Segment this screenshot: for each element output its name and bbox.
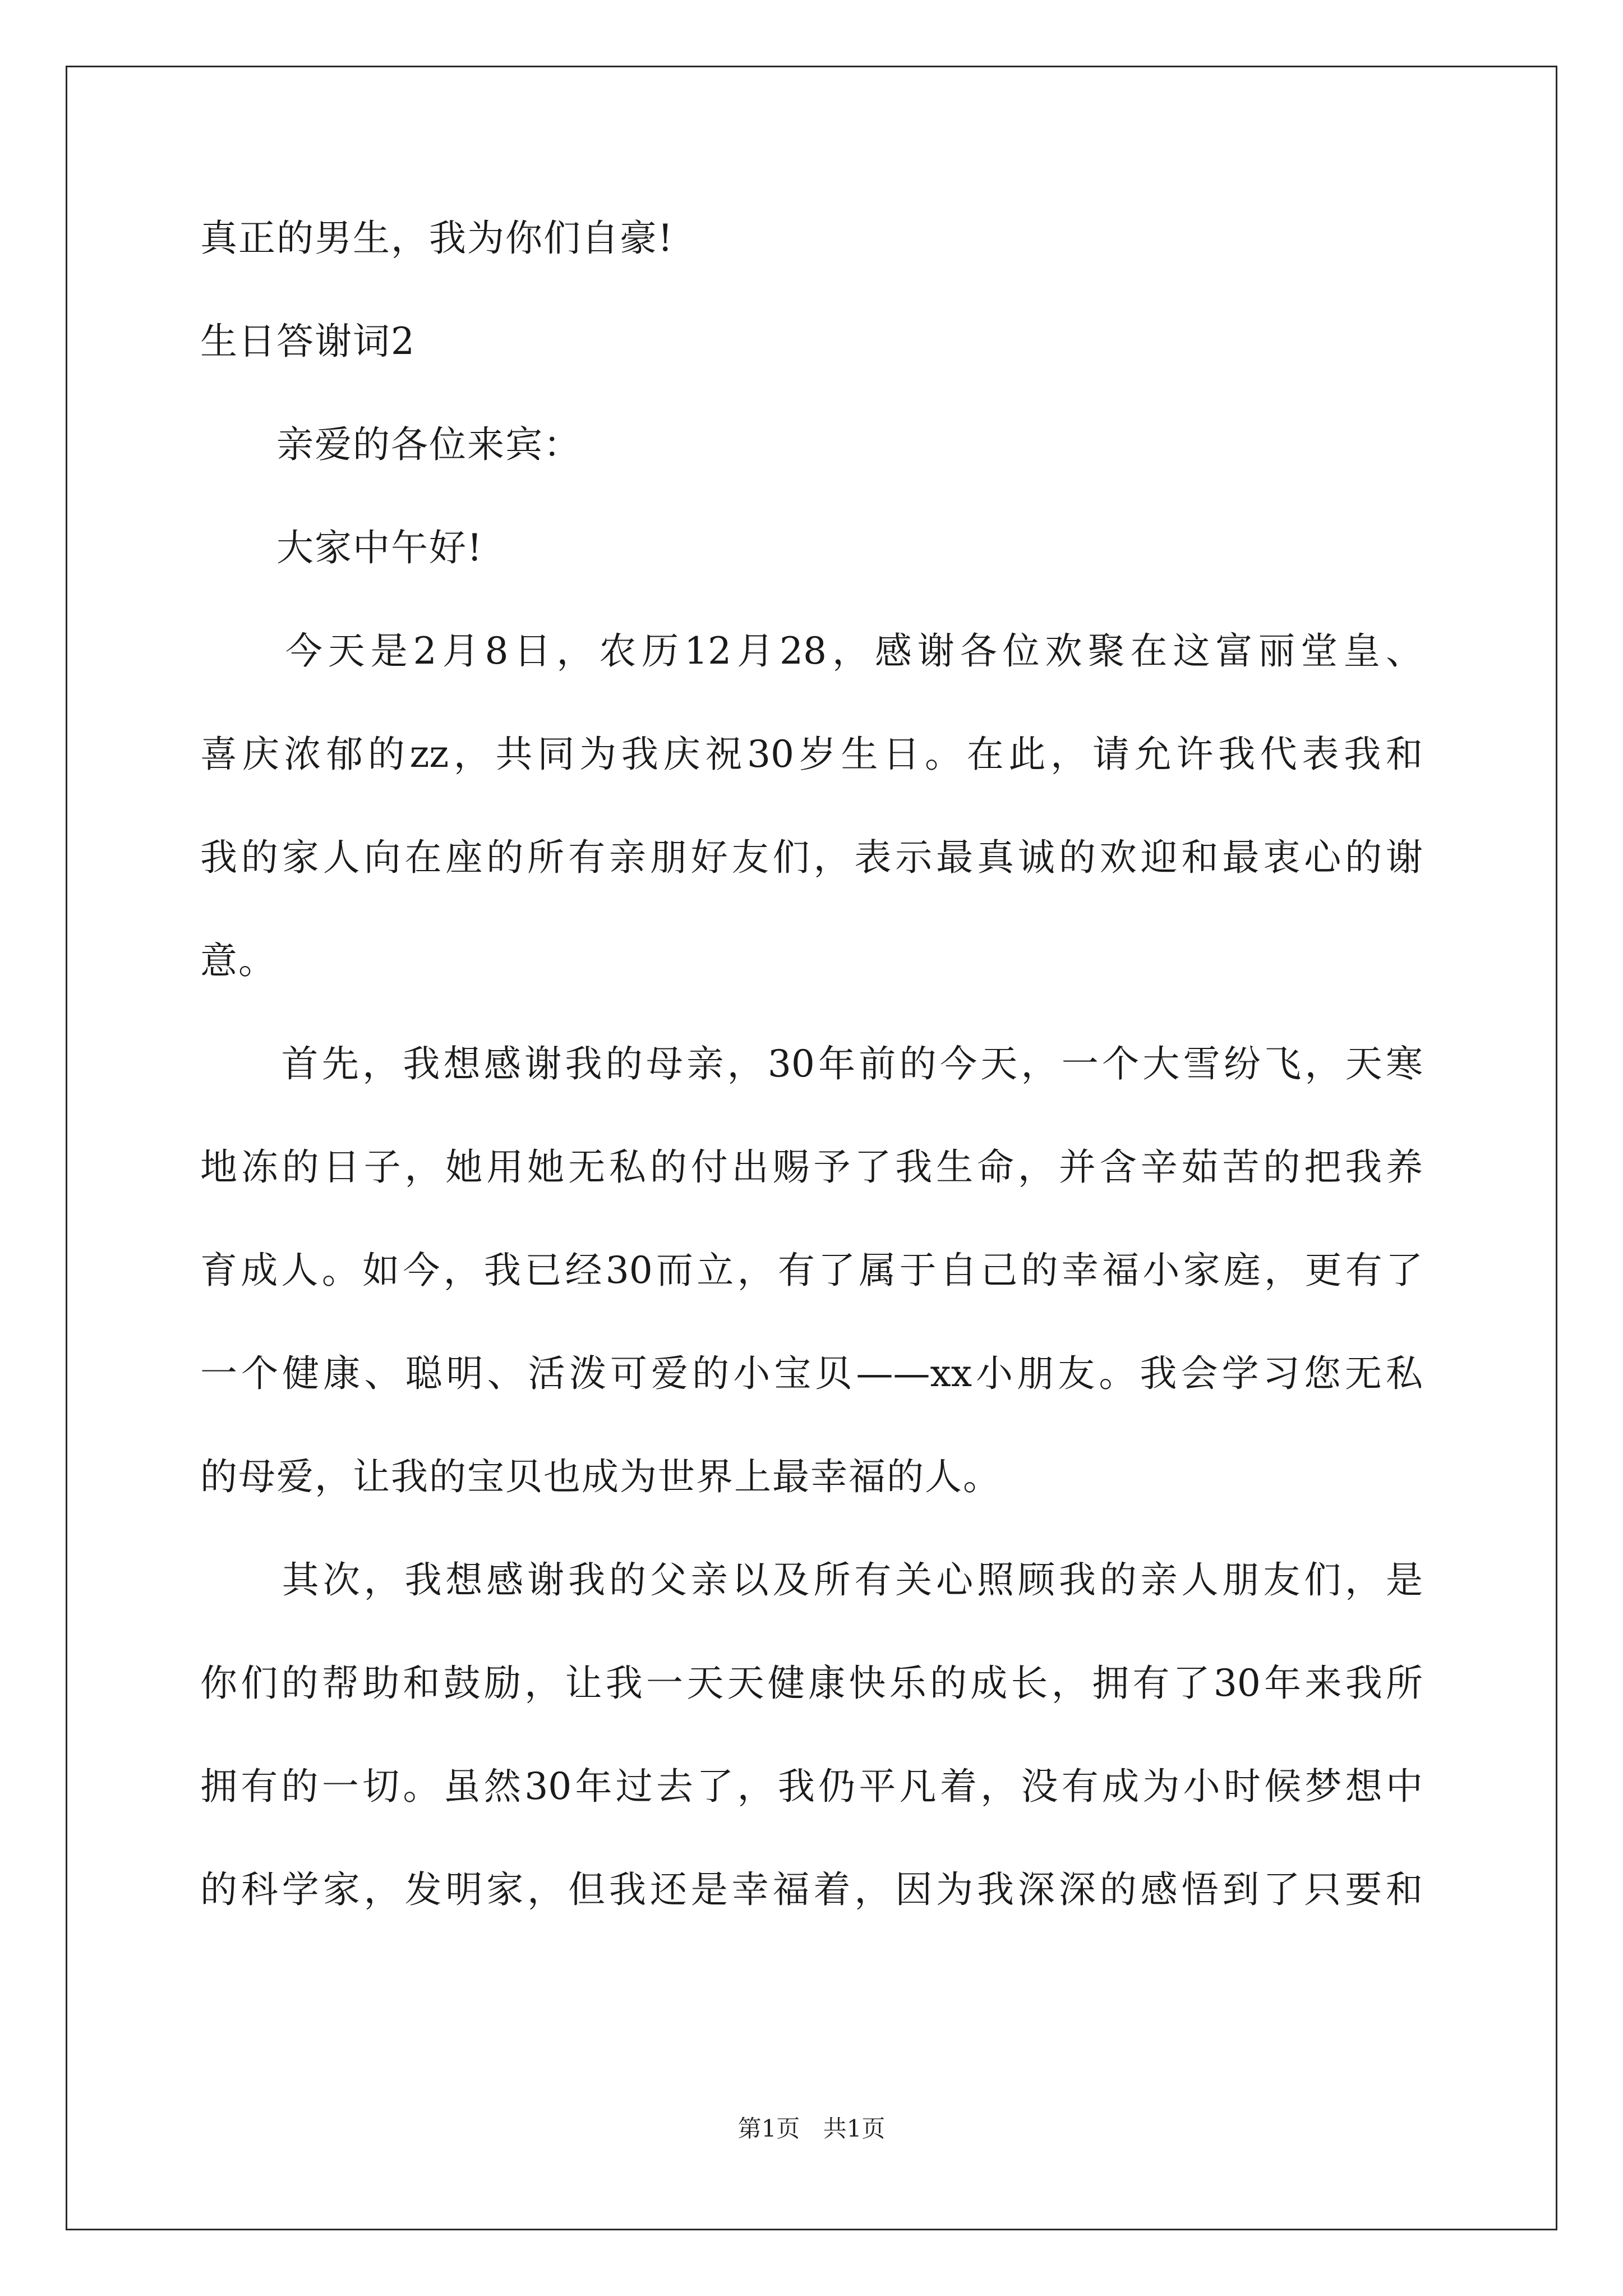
text-line: 地冻的日子，她用她无私的付出赐予了我生命，并含辛茹苦的把我养 [200, 1145, 1423, 1189]
text-line: 的科学家，发明家，但我还是幸福着，因为我深深的感悟到了只要和 [200, 1868, 1423, 1911]
text-line: 喜庆浓郁的zz，共同为我庆祝30岁生日。在此，请允许我代表我和 [200, 733, 1423, 776]
greeting: 大家中午好! [200, 526, 483, 569]
text-line: 其次，我想感谢我的父亲以及所有关心照顾我的亲人朋友们，是 [200, 1558, 1423, 1602]
salutation: 亲爱的各位来宾： [200, 423, 582, 466]
page-number: 第1页 [737, 2115, 800, 2142]
text-line: 一个健康、聪明、活泼可爱的小宝贝——xx小朋友。我会学习您无私 [200, 1352, 1423, 1395]
text-line: 的母爱，让我的宝贝也成为世界上最幸福的人。 [200, 1455, 1001, 1498]
text-line: 你们的帮助和鼓励，让我一天天健康快乐的成长，拥有了30年来我所 [200, 1662, 1423, 1705]
page-total: 共1页 [823, 2115, 886, 2142]
text-line: 真正的男生，我为你们自豪! [200, 217, 674, 260]
document-body [200, 219, 1423, 1910]
text-line: 今天是2月8日，农历12月28，感谢各位欢聚在这富丽堂皇、 [200, 629, 1423, 673]
text-line: 首先，我想感谢我的母亲，30年前的今天，一个大雪纷飞，天寒 [200, 1042, 1423, 1085]
section-heading: 生日答谢词2 [200, 320, 416, 363]
text-line: 拥有的一切。虽然30年过去了，我仍平凡着，没有成为小时候梦想中 [200, 1765, 1423, 1808]
text-line: 意。 [200, 939, 276, 982]
text-line: 育成人。如今，我已经30而立，有了属于自己的幸福小家庭，更有了 [200, 1249, 1423, 1292]
page-footer [0, 2115, 1623, 2143]
text-line: 我的家人向在座的所有亲朋好友们，表示最真诚的欢迎和最衷心的谢 [200, 836, 1423, 879]
